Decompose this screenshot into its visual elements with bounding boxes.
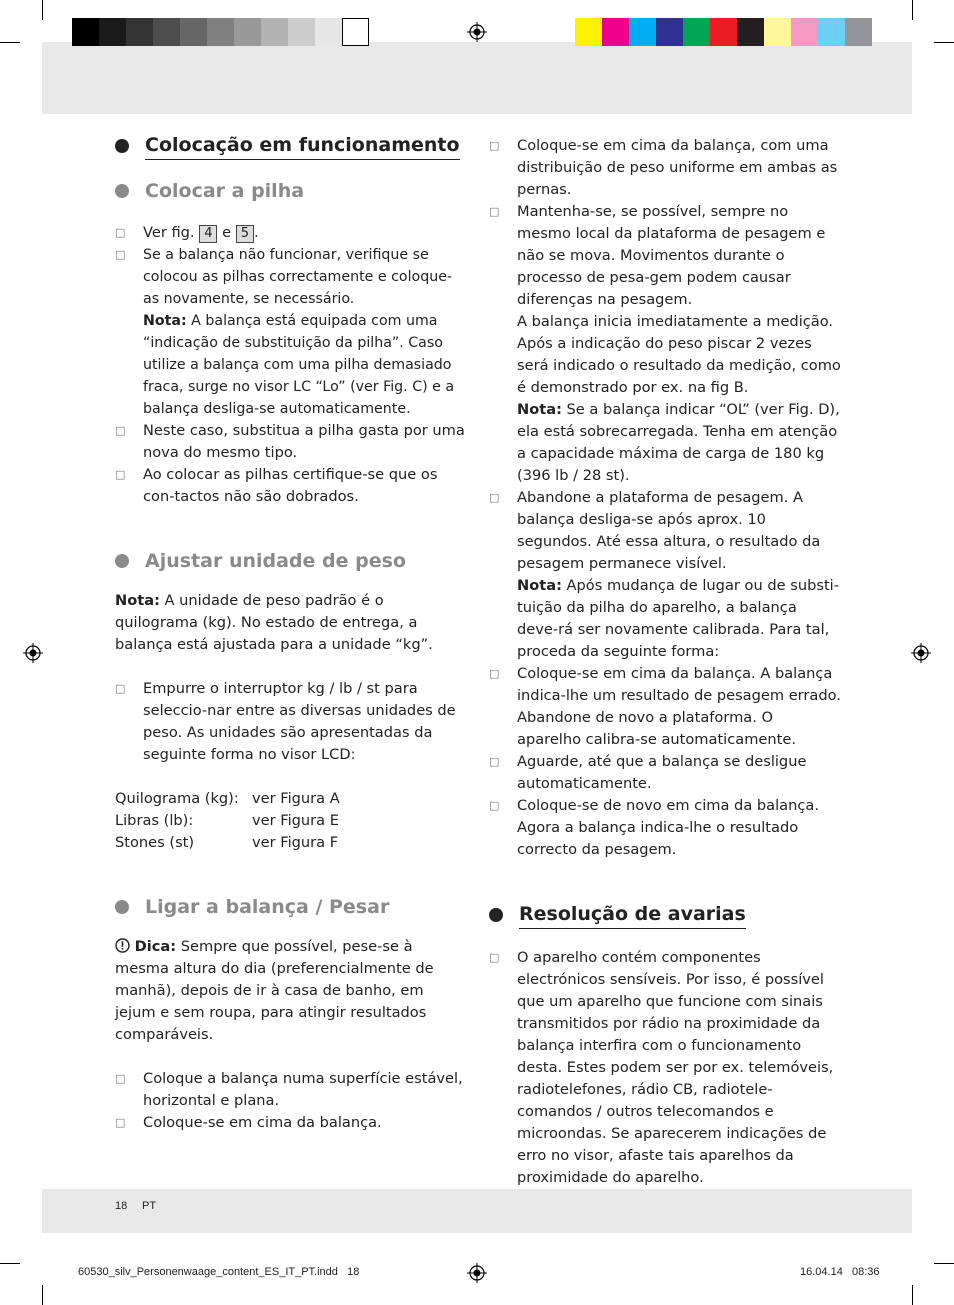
- unit-name: Stones (st): [115, 834, 195, 851]
- color-swatch: [288, 18, 315, 46]
- unit-name: Quilograma (kg):: [115, 790, 239, 807]
- list-item: [115, 1068, 467, 1112]
- list-text: Coloque-se em cima da balança.: [143, 1114, 382, 1131]
- note-text: A unidade de peso padrão é o quilograma (kg). No estado de entrega, a balança está ajustada para a unidade “kg”.: [115, 592, 433, 653]
- list-text: Coloque-se em cima da balança, com uma distribuição de peso uniforme em ambas as pernas.: [517, 137, 838, 198]
- note: [517, 575, 841, 663]
- note-text: Se a balança indicar “OL” (ver Fig. D), ela está sobrecarregada. Tenha em atenção a capacidade máxima de carga de 180 kg (396 lb / 28 st).: [517, 401, 840, 484]
- list-item: [115, 678, 467, 766]
- note-label: Nota:: [115, 592, 160, 609]
- list-text: O aparelho contém componentes electrónicos sensíveis. Por isso, é possível que um aparelho que funcione com sinais transmitidos por rádio na proximidade da balança interfira com o funcionamento desta. Estes podem ser por ex. telemóveis, radiotelefones, rádio CB, radiotele-comandos / outros telecomandos e microondas. Se aparecerem indicações de erro no visor, afaste tais aparelhos da proximidade do aparelho.: [517, 949, 834, 1186]
- crop-mark: [42, 1285, 43, 1305]
- list-item: [489, 201, 841, 487]
- list-text: Coloque-se de novo em cima da balança. Agora a balança indica-lhe o resultado correcto da pesagem.: [517, 797, 819, 858]
- crop-mark: [42, 0, 43, 20]
- print-date: 16.04.14 08:36: [800, 1266, 880, 1278]
- color-swatch: [791, 18, 818, 46]
- color-swatch: [629, 18, 656, 46]
- right-column: [489, 135, 841, 1189]
- color-swatch: [315, 18, 342, 46]
- color-swatch: [602, 18, 629, 46]
- heading-text: Ligar a balança / Pesar: [145, 896, 390, 918]
- note-text: A balança está equipada com uma “indicação de substituição da pilha”. Caso utilize a balança com uma pilha demasiado fraca, surge no visor LC “Lo” (ver Fig. C) e a balança desliga-se automaticamente.: [143, 313, 455, 417]
- registration-mark-icon: [467, 22, 487, 42]
- list-text: □ Se a balança não funcionar, verifique se colocou as pilhas correctamente e coloque-as novamente, se necessário.: [143, 247, 453, 307]
- note: [517, 399, 841, 487]
- figure-ref: 5: [236, 225, 254, 243]
- process-color-bar: [575, 18, 872, 46]
- figure-ref: 4: [199, 225, 217, 243]
- color-swatch: [126, 18, 153, 46]
- list-text: A balança inicia imediatamente a medição. Após a indicação do peso piscar 2 vezes será indicado o resultado da medição, como é demonstrado por ex. na fig B.: [517, 313, 841, 396]
- note: [143, 310, 467, 420]
- unit-figure: ver Figura F: [252, 834, 339, 851]
- color-swatch: [683, 18, 710, 46]
- tip-label: Dica:: [134, 938, 177, 955]
- registration-mark-icon: [467, 1263, 487, 1283]
- heading-text: Resolução de avarias: [519, 901, 746, 929]
- list-item: [489, 947, 841, 1189]
- registration-mark-icon: [911, 643, 931, 663]
- unit-figure: ver Figura A: [252, 790, 340, 807]
- color-swatch: [575, 18, 602, 46]
- color-swatch: [234, 18, 261, 46]
- registration-mark-icon: [23, 643, 43, 663]
- list-text: Aguarde, até que a balança se desligue automaticamente.: [517, 753, 807, 792]
- note: [115, 590, 467, 656]
- list-item: [115, 420, 467, 464]
- list-text: Empurre o interruptor kg / lb / st para seleccio-nar entre as diversas unidades de peso. As unidades são apresentadas da seguinte forma no visor LCD:: [143, 680, 456, 763]
- note-label: Nota:: [517, 401, 562, 418]
- crop-mark: [912, 1285, 913, 1305]
- language-code: PT: [142, 1200, 157, 1212]
- list-item: [115, 222, 467, 244]
- unit-name: Libras (lb):: [115, 812, 194, 829]
- list-text: e: [222, 224, 232, 241]
- exclamation-icon: [115, 938, 130, 953]
- header-band: [42, 42, 912, 114]
- heading-text: Colocação em funcionamento: [145, 132, 460, 160]
- list-text: Coloque a balança numa superfície estável, horizontal e plana.: [143, 1070, 463, 1109]
- color-swatch: [656, 18, 683, 46]
- color-swatch: [710, 18, 737, 46]
- grayscale-color-bar: [72, 18, 369, 46]
- tip: [115, 936, 467, 1046]
- list-item: [115, 464, 467, 508]
- list-text: Ao colocar as pilhas certifique-se que os con-tactos não são dobrados.: [143, 466, 438, 505]
- list-text: .: [254, 224, 259, 241]
- color-swatch: [261, 18, 288, 46]
- list-text: Coloque-se em cima da balança. A balança indica-lhe um resultado de pesagem errado. Abandone de novo a plataforma. O aparelho calibra-se automaticamente.: [517, 665, 841, 748]
- page-number: 18: [115, 1200, 128, 1212]
- section-heading: [115, 178, 467, 204]
- list-text: □ Abandone a plataforma de pesagem. A balança desliga-se após aprox. 10 segundos. Até essa altura, o resultado da pesagem permanece visível.: [517, 489, 821, 572]
- crop-mark: [912, 0, 913, 20]
- list-item: [115, 244, 467, 420]
- list-item: [489, 795, 841, 861]
- section-heading: [489, 901, 841, 929]
- crop-mark: [0, 1263, 20, 1264]
- color-swatch: [180, 18, 207, 46]
- note-text: Após mudança de lugar ou de substi-tuição da pilha do aparelho, a balança deve-rá ser novamente calibrada. Para tal, proceda da seguinte forma:: [517, 577, 839, 660]
- tip-text: Sempre que possível, pese-se à mesma altura do dia (preferencialmente de manhã), depois de ir à casa de banho, em jejum e sem roupa, para atingir resultados comparáveis.: [115, 938, 434, 1043]
- bullet-dot-icon: [115, 554, 129, 568]
- section-heading: [115, 548, 467, 574]
- heading-text: Colocar a pilha: [145, 180, 305, 202]
- note-label: Nota:: [143, 313, 187, 329]
- list-item: [489, 135, 841, 201]
- list-item: [489, 751, 841, 795]
- color-swatch: [845, 18, 872, 46]
- color-swatch: [342, 18, 369, 46]
- list-text: Ver fig.: [143, 224, 195, 241]
- section-heading: [115, 132, 467, 160]
- note-label: Nota:: [517, 577, 562, 594]
- bullet-dot-icon: [115, 184, 129, 198]
- unit-figure: ver Figura E: [252, 812, 339, 829]
- bullet-dot-icon: [489, 908, 503, 922]
- left-column: [115, 132, 467, 1134]
- crop-mark: [934, 1263, 954, 1264]
- color-swatch: [818, 18, 845, 46]
- bullet-dot-icon: [115, 900, 129, 914]
- file-name: 60530_silv_Personenwaage_content_ES_IT_PT.indd 18: [78, 1266, 360, 1278]
- color-swatch: [153, 18, 180, 46]
- list-item: [489, 663, 841, 751]
- color-swatch: [737, 18, 764, 46]
- crop-mark: [934, 42, 954, 43]
- list-text: Neste caso, substitua a pilha gasta por uma nova do mesmo tipo.: [143, 422, 465, 461]
- footer-band: [42, 1189, 912, 1233]
- bullet-dot-icon: [115, 139, 129, 153]
- crop-mark: [0, 42, 20, 43]
- color-swatch: [764, 18, 791, 46]
- section-heading: [115, 894, 467, 920]
- list-item: [489, 487, 841, 663]
- list-item: [115, 1112, 467, 1134]
- color-swatch: [207, 18, 234, 46]
- color-swatch: [99, 18, 126, 46]
- heading-text: Ajustar unidade de peso: [145, 550, 406, 572]
- unit-table: [115, 788, 467, 854]
- list-text: □ Mantenha-se, se possível, sempre no mesmo local da plataforma de pesagem e não se mova. Movimentos durante o processo de pesa-gem podem causar diferenças na pesagem.: [517, 203, 826, 308]
- color-swatch: [72, 18, 99, 46]
